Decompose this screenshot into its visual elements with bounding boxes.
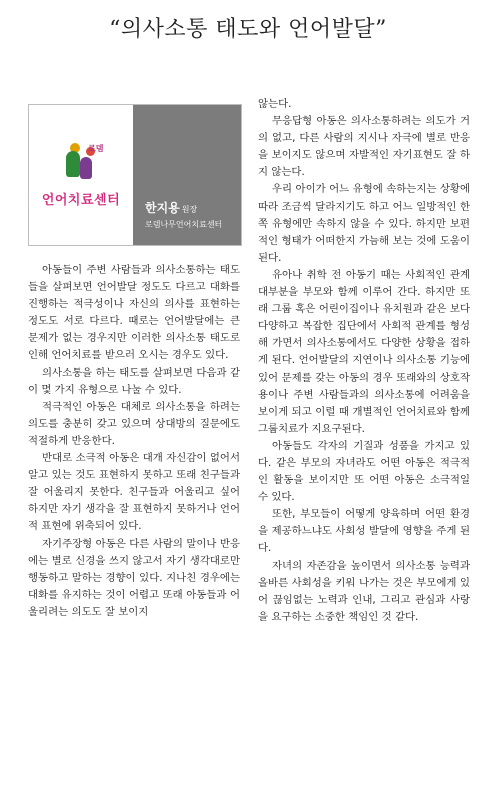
- paragraph: 유아나 취학 전 아동기 때는 사회적인 관계 대부분을 부모와 함께 이루어 간다. 하지만 또래 그룹 혹은 어린이집이나 유치원과 같은 보다 다양하고 복잡한 집단에서 사회적 관계를 형성해 가면서 의사소통에서도 다양한 상황을 접하게 된다. 언어발달의 지연이나 의사소통 기능에 있어 문제를 갖는 아동의 경우 또래와의 상호작용이나 주변 사람들과의 의사소통에 어려움을 보이게 되고 이럴 때 개별적인 언어치료와 함께 그룹치료가 지요구된다.: [258, 268, 470, 435]
- paragraph: 자녀의 자존감을 높이면서 의사소통 능력과 올바른 사회성을 키워 나가는 것은 부모에게 있어 끊임없는 노력과 인내, 그리고 관심과 사랑을 요구하는 소중한 책임인 것 같다.: [258, 559, 470, 623]
- paragraph-continuation: 않는다.: [258, 98, 292, 110]
- paragraph: 자기주장형 아동은 다른 사람의 말이나 반응에는 별로 신경을 쓰지 않고서 자기 생각대로만 행동하고 말하는 경향이 있다. 지나친 경우에는 대화를 유지하는 것이 어렵고 또래 아동들과 어울리려는 의도도 잘 보이지: [28, 537, 240, 618]
- author-name-panel: [133, 105, 241, 245]
- author-name: 한지용: [145, 201, 180, 215]
- children-logo-icon: 로뎀: [58, 143, 104, 183]
- left-column: [28, 262, 240, 621]
- logo-text: 언어치료센터: [41, 192, 121, 208]
- paragraph: 또한, 부모들이 어떻게 양육하며 어떤 환경을 제공하느냐도 사회성 발달에 영향을 주게 된다.: [258, 508, 470, 555]
- paragraph: 적극적인 아동은 대체로 의사소통을 하려는 의도를 충분히 갖고 있으며 상대방의 질문에도 적절하게 반응한다.: [28, 400, 240, 447]
- right-column: [258, 96, 470, 626]
- author-profile-box: [28, 104, 242, 246]
- article-title: “의사소통 태도와 언어발달”: [109, 17, 387, 42]
- paragraph: 무응답형 아동은 의사소통하려는 의도가 거의 없고, 다른 사람의 지시나 자극에 별로 반응을 보이지도 않으며 자발적인 자기표현도 잘 하지 않는다.: [258, 115, 470, 179]
- paragraph: 아동들이 주변 사람들과 의사소통하는 태도들을 살펴보면 언어발달 정도도 다르고 대화를 진행하는 적극성이나 자신의 의사를 표현하는 정도도 서로 다르다. 때로는 언어발달에는 큰 문제가 없는 경우지만 이러한 의사소통 태도로 인해 언어치료를 받으러 오시는 경우도 있다.: [28, 264, 240, 362]
- author-position: 원장: [181, 205, 198, 214]
- paragraph: 우리 아이가 어느 유형에 속하는지는 상황에 따라 조금씩 달라지기도 하고 어느 일방적인 한쪽 유형에만 속하지 않을 수 있다. 하지만 보편적인 형태가 어떠한지 가늠해 보는 것에 도움이 된다.: [258, 183, 470, 264]
- author-name-line: [145, 199, 197, 216]
- center-logo: [29, 105, 133, 245]
- paragraph: 의사소통을 하는 태도를 살펴보면 다음과 같이 몇 가지 유형으로 나눌 수 있다.: [28, 366, 240, 396]
- author-organization: 로뎀나무언어치료센터: [145, 220, 223, 229]
- paragraph: 아동들도 각자의 기질과 성품을 가지고 있다. 같은 부모의 자녀라도 어떤 아동은 적극적인 활동을 보이지만 또 어떤 아동은 소극적일 수 있다.: [258, 439, 470, 504]
- paragraph: 반대로 소극적 아동은 대개 자신감이 없어서 알고 있는 것도 표현하지 못하고 또래 친구들과 잘 어울리지 못한다. 친구들과 어울리고 싶어 하지만 자기 생각을 잘 표현하지 못하거나 언어적 표현에 위축되어 있다.: [28, 452, 240, 533]
